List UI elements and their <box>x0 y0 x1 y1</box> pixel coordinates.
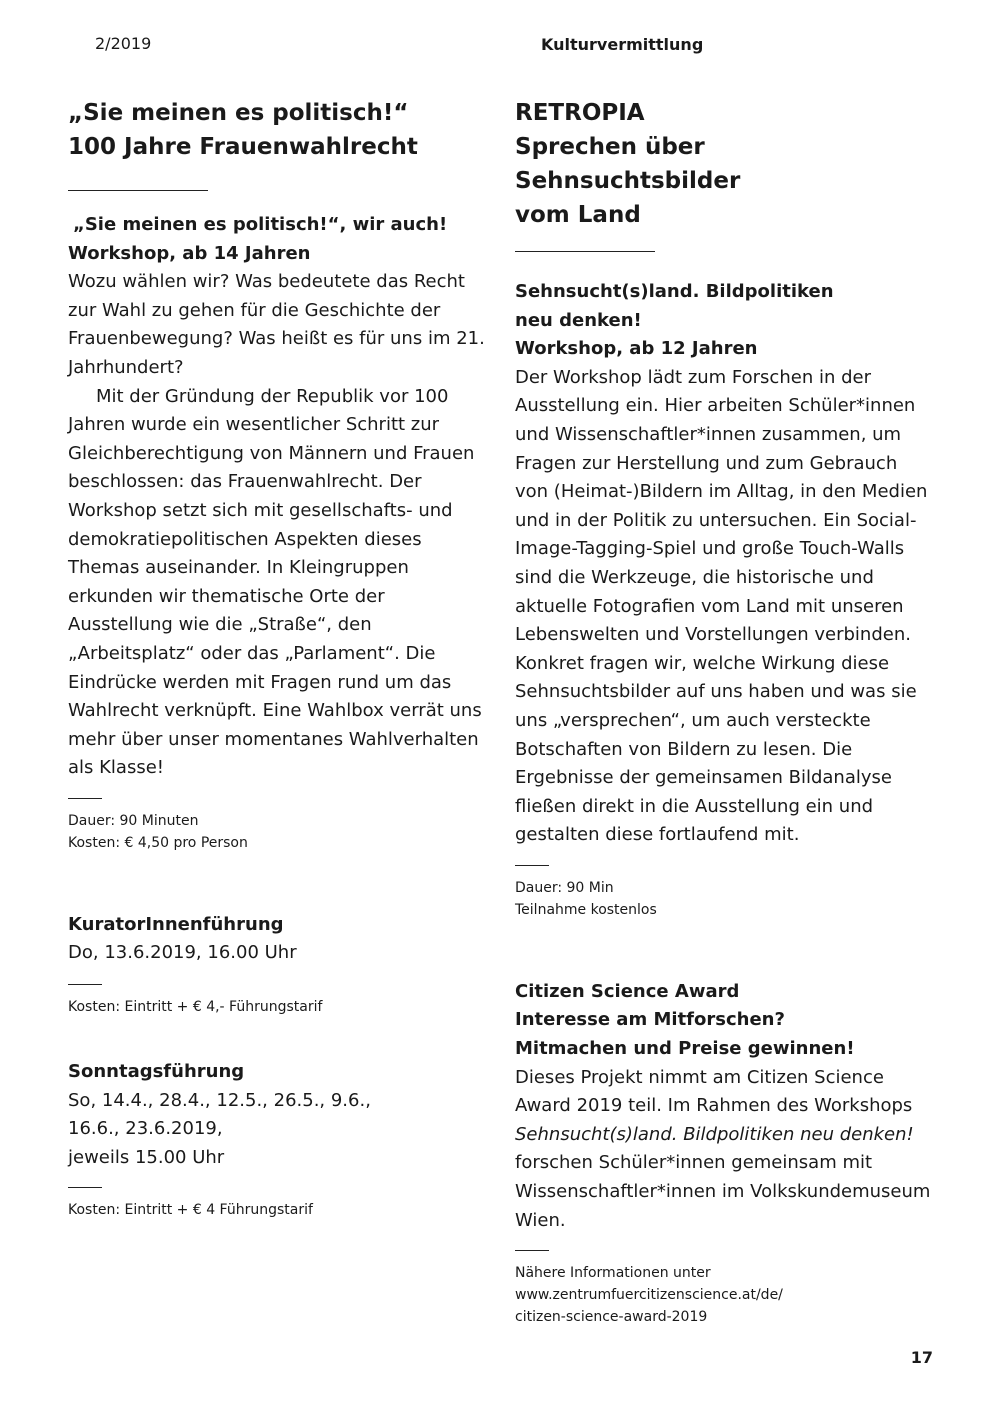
left-column <box>68 96 493 1221</box>
award-heading-3: Mitmachen und Preise gewinnen! <box>515 1038 855 1060</box>
left-title-line-1: „Sie meinen es politisch!“ <box>68 100 409 126</box>
award-info-url-2[interactable]: citizen-science-award-2019 <box>515 1309 708 1326</box>
award-body-part-1: Dieses Projekt nimmt am Citizen Science Award 2019 teil. Im Rahmen des Workshops <box>515 1066 913 1117</box>
right-title-line-2: Sprechen über Sehnsuchtsbilder <box>515 134 741 194</box>
title-divider <box>68 190 208 191</box>
award-body <box>515 1064 935 1236</box>
curator-tour-heading: KuratorInnenführung <box>68 913 284 935</box>
workshop-cost: Kosten: € 4,50 pro Person <box>68 834 248 851</box>
retropia-body: Der Workshop lädt zum Forschen in der Ausstellung ein. Hier arbeiten Schüler*innen und Wissenschaftler*innen zusammen, um Fragen zur Herstellung und zum Gebrauch von (Heimat-)Bildern im Alltag, in den Medien und in der Politik zu untersuchen. Ein Social-Image-Tagging-Spiel und große Touch-Walls sind die Werkzeuge, die historische und aktuelle Fotografien vom Land mit unseren Lebenswelten und Vorstellungen verbinden. Konkret fragen wir, welche Wirkung diese Sehnsuchtsbilder auf uns haben und was sie uns „versprechen“, um auch versteckte Botschaften von Bildern zu lesen. Die Ergebnisse der gemeinsamen Bildanalyse fließen direkt in die Ausstellung ein und gestalten diese fortlaufend mit. <box>515 366 928 846</box>
right-title-line-1: RETROPIA <box>515 100 645 126</box>
issue-number: 2/2019 <box>95 34 152 53</box>
right-column <box>515 96 935 1328</box>
curator-tour-date: Do, 13.6.2019, 16.00 Uhr <box>68 942 297 964</box>
right-title-line-3: vom Land <box>515 202 641 228</box>
info-divider <box>68 984 102 985</box>
sunday-tour-heading: Sonntagsführung <box>68 1061 245 1083</box>
left-title-line-2: 100 Jahre Frauenwahlrecht <box>68 134 418 160</box>
curator-tour-cost: Kosten: Eintritt + € 4,- Führungstarif <box>68 999 323 1016</box>
info-divider <box>515 1250 549 1251</box>
retropia-cost: Teilnahme kostenlos <box>515 901 657 918</box>
retropia-workshop-block <box>515 278 935 921</box>
title-divider <box>515 251 655 252</box>
award-body-part-2: forschen Schüler*innen gemeinsam mit Wissenschaftler*innen im Volkskundemuseum Wien. <box>515 1152 931 1231</box>
retropia-duration: Dauer: 90 Min <box>515 879 614 896</box>
workshop-intro: Wozu wählen wir? Was bedeutete das Recht zur Wahl zu gehen für die Geschichte der Frauenbewegung? Was heißt es für uns im 21. Jahrhundert? <box>68 271 485 378</box>
sunday-tour-dates-2: 16.6., 23.6.2019, <box>68 1118 223 1140</box>
workshop-duration: Dauer: 90 Minuten <box>68 812 199 829</box>
info-divider <box>515 865 549 866</box>
award-info-1: Nähere Informationen unter <box>515 1265 711 1282</box>
award-body-title: Sehnsucht(s)land. Bildpolitiken neu denken! <box>515 1123 914 1145</box>
sunday-tour-cost: Kosten: Eintritt + € 4 Führungstarif <box>68 1202 313 1219</box>
award-heading-2: Interesse am Mitforschen? <box>515 1009 785 1031</box>
info-divider <box>68 798 102 799</box>
sunday-tour-dates-1: So, 14.4., 28.4., 12.5., 26.5., 9.6., <box>68 1089 371 1111</box>
sunday-tour-block <box>68 1058 493 1221</box>
retropia-heading-2: neu denken! <box>515 309 642 331</box>
workshop-block <box>68 211 493 854</box>
curator-tour-block <box>68 911 493 1018</box>
page-number: 17 <box>910 1348 933 1367</box>
retropia-heading-1: Sehnsucht(s)land. Bildpolitiken <box>515 281 834 302</box>
retropia-heading-3: Workshop, ab 12 Jahren <box>515 338 758 360</box>
citizen-science-block <box>515 978 935 1328</box>
workshop-heading-1: „Sie meinen es politisch!“, wir auch! <box>73 214 448 235</box>
award-heading-1: Citizen Science Award <box>515 980 740 1002</box>
info-divider <box>68 1187 102 1188</box>
sunday-tour-time: jeweils 15.00 Uhr <box>68 1146 225 1168</box>
workshop-body: Mit der Gründung der Republik vor 100 Jahren wurde ein wesentlicher Schritt zur Gleichberechtigung von Männern und Frauen beschlossen: das Frauenwahlrecht. Der Workshop setzt sich mit gesellschafts- und demokratiepolitischen Aspekten dieses Themas auseinander. In Kleingruppen erkunden wir thematische Orte der Ausstellung wie die „Straße“, den „Arbeitsplatz“ oder das „Parlament“. Die Eindrücke werden mit Fragen rund um das Wahlrecht verknüpft. Eine Wahlbox verrät uns mehr über unser momentanes Wahlverhalten als Klasse! <box>68 385 482 779</box>
section-title: Kulturvermittlung <box>541 35 704 54</box>
award-info-url-1[interactable]: www.zentrumfuercitizenscience.at/de/ <box>515 1287 783 1304</box>
workshop-heading-2: Workshop, ab 14 Jahren <box>68 242 311 264</box>
